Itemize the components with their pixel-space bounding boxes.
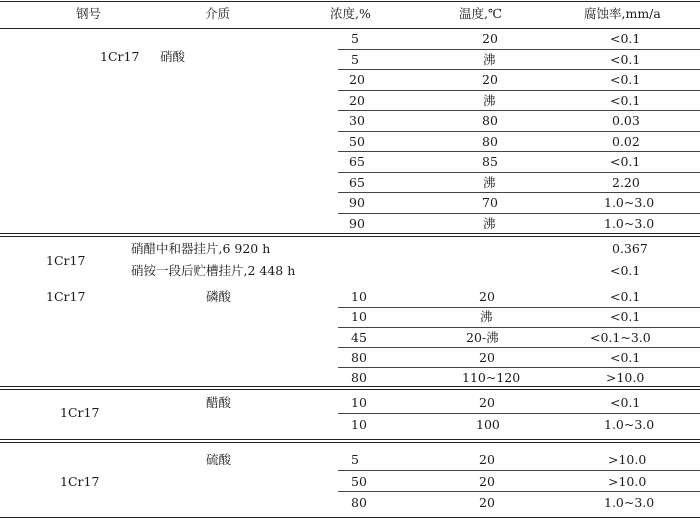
s1-row7-conc: 65 — [349, 154, 365, 169]
section-double-rule — [0, 386, 700, 387]
s3-row2-conc: 10 — [351, 309, 367, 324]
s2-row1-medium: 硝醋中和器挂片,6 920 h — [131, 241, 271, 256]
s1-row9-conc: 90 — [349, 195, 365, 210]
row-divider — [338, 151, 700, 152]
row-divider — [338, 69, 700, 70]
s5-row1-conc: 5 — [351, 452, 359, 467]
s1-row2-temp: 沸 — [483, 52, 496, 67]
s3-row1-conc: 10 — [351, 289, 367, 304]
row-divider — [338, 491, 700, 492]
s3-row4-temp: 20 — [479, 350, 495, 365]
table-top-rule — [0, 1, 700, 2]
header-steel: 钢号 — [76, 6, 102, 21]
s1-row9-temp: 70 — [482, 195, 498, 210]
s1-row6-temp: 80 — [482, 134, 498, 149]
section3-medium: 磷酸 — [206, 289, 232, 304]
s1-row10-rate: 1.0~3.0 — [604, 216, 655, 231]
row-divider — [338, 49, 700, 50]
s3-row4-rate: <0.1 — [610, 350, 641, 365]
s1-row7-rate: <0.1 — [610, 154, 641, 169]
s5-row3-temp: 20 — [479, 495, 495, 510]
s1-row3-temp: 20 — [482, 72, 498, 87]
row-divider — [338, 192, 700, 193]
row-divider — [338, 307, 700, 308]
s5-row3-conc: 80 — [351, 495, 367, 510]
s1-row4-conc: 20 — [349, 93, 365, 108]
s3-row1-temp: 20 — [479, 289, 495, 304]
section3-steel: 1Cr17 — [46, 289, 86, 304]
s5-row2-conc: 50 — [351, 474, 367, 489]
s4-row2-rate: 1.0~3.0 — [604, 417, 655, 432]
row-divider — [338, 347, 700, 348]
header-concentration: 浓度,% — [330, 6, 371, 21]
header-temperature: 温度,℃ — [459, 6, 502, 21]
section4-medium: 醋酸 — [206, 395, 232, 410]
s1-row9-rate: 1.0~3.0 — [604, 195, 655, 210]
row-divider — [338, 367, 700, 368]
section-double-rule — [0, 442, 700, 443]
s5-row1-temp: 20 — [479, 452, 495, 467]
s1-row6-rate: 0.02 — [612, 134, 640, 149]
s2-row2-medium: 硝铵一段后贮槽挂片,2 448 h — [131, 263, 296, 278]
s5-row2-temp: 20 — [479, 474, 495, 489]
s1-row10-conc: 90 — [349, 216, 365, 231]
section-double-rule — [0, 236, 700, 237]
s1-row3-rate: <0.1 — [610, 72, 641, 87]
s3-row3-temp: 20-沸 — [466, 330, 499, 345]
header-bottom-rule — [0, 28, 700, 29]
section5-medium: 硫酸 — [206, 452, 232, 467]
s1-row5-conc: 30 — [349, 113, 365, 128]
header-corrosion-rate: 腐蚀率,mm/a — [584, 6, 661, 21]
s1-row7-temp: 85 — [482, 154, 498, 169]
section-double-rule — [0, 389, 700, 390]
section2-steel: 1Cr17 — [46, 253, 86, 268]
s5-row3-rate: 1.0~3.0 — [604, 495, 655, 510]
table-bottom-rule — [0, 517, 700, 518]
section-double-rule — [0, 233, 700, 234]
row-divider — [338, 110, 700, 111]
s5-row2-rate: >10.0 — [608, 474, 647, 489]
s3-row3-rate: <0.1~3.0 — [590, 330, 651, 345]
s5-row1-rate: >10.0 — [608, 452, 647, 467]
header-medium: 介质 — [205, 6, 231, 21]
s1-row10-temp: 沸 — [483, 216, 496, 231]
s3-row1-rate: <0.1 — [610, 289, 641, 304]
s3-row5-rate: >10.0 — [606, 370, 645, 385]
row-divider — [338, 172, 700, 173]
s2-row1-rate: 0.367 — [612, 241, 648, 256]
s3-row2-temp: 沸 — [480, 309, 493, 324]
s1-row8-conc: 65 — [349, 175, 365, 190]
s4-row2-temp: 100 — [476, 417, 500, 432]
s1-row1-conc: 5 — [351, 31, 359, 46]
s1-row2-conc: 5 — [351, 52, 359, 67]
section4-steel: 1Cr17 — [60, 405, 100, 420]
row-divider — [338, 470, 700, 471]
s3-row4-conc: 80 — [351, 350, 367, 365]
section1-medium: 硝酸 — [160, 49, 186, 64]
section-double-rule — [0, 439, 700, 440]
row-divider — [338, 131, 700, 132]
row-divider — [338, 90, 700, 91]
s1-row8-rate: 2.20 — [612, 175, 640, 190]
section5-steel: 1Cr17 — [60, 474, 100, 489]
s2-row2-rate: <0.1 — [610, 263, 641, 278]
s1-row5-temp: 80 — [482, 113, 498, 128]
s3-row3-conc: 45 — [351, 330, 367, 345]
section1-steel: 1Cr17 — [100, 49, 140, 64]
s3-row2-rate: <0.1 — [610, 309, 641, 324]
s1-row8-temp: 沸 — [483, 175, 496, 190]
s1-row2-rate: <0.1 — [610, 52, 641, 67]
row-divider — [338, 327, 700, 328]
s1-row4-temp: 沸 — [483, 93, 496, 108]
s3-row5-conc: 80 — [351, 370, 367, 385]
s4-row1-temp: 20 — [479, 395, 495, 410]
s1-row5-rate: 0.03 — [612, 113, 640, 128]
s1-row6-conc: 50 — [349, 134, 365, 149]
s1-row3-conc: 20 — [349, 72, 365, 87]
s4-row1-rate: <0.1 — [610, 395, 641, 410]
s3-row5-temp: 110~120 — [462, 370, 521, 385]
s4-row2-conc: 10 — [351, 417, 367, 432]
row-divider — [338, 213, 700, 214]
s1-row1-temp: 20 — [482, 31, 498, 46]
s1-row1-rate: <0.1 — [610, 31, 641, 46]
s4-row1-conc: 10 — [351, 395, 367, 410]
s1-row4-rate: <0.1 — [610, 93, 641, 108]
row-divider — [338, 413, 700, 414]
